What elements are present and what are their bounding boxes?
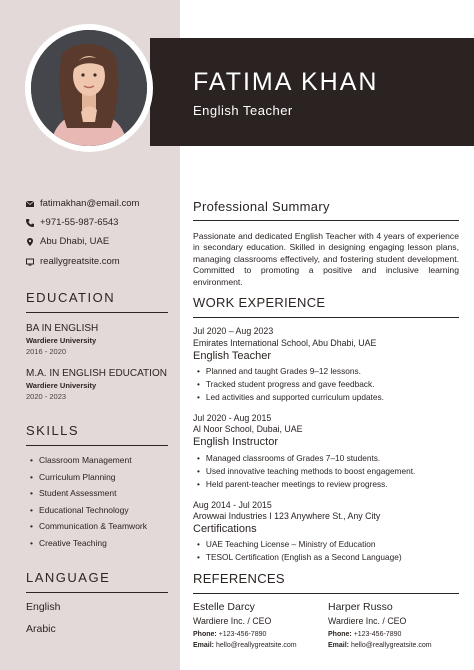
- reference-name: Estelle Darcy: [193, 601, 255, 613]
- contact-website-text: reallygreatsite.com: [40, 256, 120, 267]
- contact-location: [26, 236, 109, 247]
- job-company: Arowwai Industries I 123 Anywhere St., Any City: [193, 511, 381, 521]
- reference-email[interactable]: Email: hello@reallygreatsite.com: [193, 642, 297, 649]
- skills-heading: SKILLS: [26, 423, 80, 438]
- job-date: Aug 2014 - Jul 2015: [193, 500, 272, 510]
- reference-phone: Phone: +123-456-7890: [193, 631, 267, 638]
- job-role: English Teacher: [193, 350, 272, 362]
- profile-photo: [31, 30, 147, 146]
- monitor-icon: [26, 258, 34, 266]
- job-company: Emirates International School, Abu Dhabi, UAE: [193, 338, 377, 348]
- job-title: English Teacher: [193, 103, 293, 118]
- education-university: Wardiere University: [26, 381, 97, 390]
- summary-text: Passionate and dedicated English Teacher with 4 years of experience in secondary education. Skilled in designing engaging lesson plans, managing classrooms effectively, and fostering student development. Committed to promoting a positive and inclusive learning environment.: [193, 231, 459, 287]
- skill-item: • Classroom Management: [30, 455, 132, 465]
- language-heading: LANGUAGE: [26, 570, 111, 585]
- contact-email[interactable]: [26, 198, 139, 209]
- reference-phone: Phone: +123-456-7890: [328, 631, 402, 638]
- job-bullet: • Held parent-teacher meetings to review progress.: [197, 479, 388, 489]
- summary-heading: Professional Summary: [193, 199, 330, 214]
- reference-email[interactable]: Email: hello@reallygreatsite.com: [328, 642, 432, 649]
- skill-item: • Communication & Teamwork: [30, 521, 147, 531]
- education-university: Wardiere University: [26, 336, 97, 345]
- education-years: 2020 - 2023: [26, 392, 67, 401]
- education-heading: EDUCATION: [26, 290, 116, 305]
- job-bullet: • Led activities and supported curriculum updates.: [197, 392, 384, 402]
- job-role: English Instructor: [193, 436, 278, 448]
- certifications-heading: Certifications: [193, 523, 257, 535]
- job-company: Al Noor School, Dubai, UAE: [193, 424, 303, 434]
- job-bullet: • Used innovative teaching methods to boost engagement.: [197, 466, 415, 476]
- certification-item: • TESOL Certification (English as a Second Language): [197, 552, 402, 562]
- portrait-illustration: [31, 30, 147, 146]
- summary-divider: [193, 220, 459, 221]
- location-pin-icon: [26, 238, 34, 246]
- skill-item: • Curriculum Planning: [30, 472, 116, 482]
- education-degree: M.A. IN ENGLISH EDUCATION: [26, 368, 167, 379]
- references-divider: [193, 593, 459, 594]
- references-heading: REFERENCES: [193, 571, 285, 586]
- education-years: 2016 - 2020: [26, 347, 67, 356]
- phone-icon: [26, 219, 34, 227]
- language-item: English: [26, 601, 61, 613]
- contact-phone-text: +971-55-987-6543: [40, 217, 119, 228]
- language-item: Arabic: [26, 623, 56, 635]
- language-divider: [26, 592, 168, 593]
- education-degree: BA IN ENGLISH: [26, 323, 99, 334]
- job-date: Jul 2020 - Aug 2015: [193, 413, 272, 423]
- contact-phone[interactable]: [26, 217, 118, 228]
- certification-item: • UAE Teaching License – Ministry of Education: [197, 539, 375, 549]
- reference-org: Wardiere Inc. / CEO: [328, 616, 407, 626]
- contact-email-text: fatimakhan@email.com: [40, 198, 140, 209]
- job-bullet: • Managed classrooms of Grades 7–10 students.: [197, 453, 380, 463]
- skill-item: • Creative Teaching: [30, 538, 107, 548]
- reference-name: Harper Russo: [328, 601, 393, 613]
- mail-icon: [26, 200, 34, 208]
- job-bullet: • Planned and taught Grades 9–12 lessons.: [197, 366, 361, 376]
- education-divider: [26, 312, 168, 313]
- contact-location-text: Abu Dhabi, UAE: [40, 236, 110, 247]
- experience-divider: [193, 317, 459, 318]
- skill-item: • Educational Technology: [30, 505, 129, 515]
- job-date: Jul 2020 – Aug 2023: [193, 326, 274, 336]
- job-bullet: • Tracked student progress and gave feedback.: [197, 379, 374, 389]
- skill-item: • Student Assessment: [30, 488, 116, 498]
- experience-heading: WORK EXPERIENCE: [193, 295, 326, 310]
- reference-org: Wardiere Inc. / CEO: [193, 616, 272, 626]
- contact-website[interactable]: [26, 256, 120, 267]
- skills-divider: [26, 445, 168, 446]
- full-name: FATIMA KHAN: [193, 68, 379, 96]
